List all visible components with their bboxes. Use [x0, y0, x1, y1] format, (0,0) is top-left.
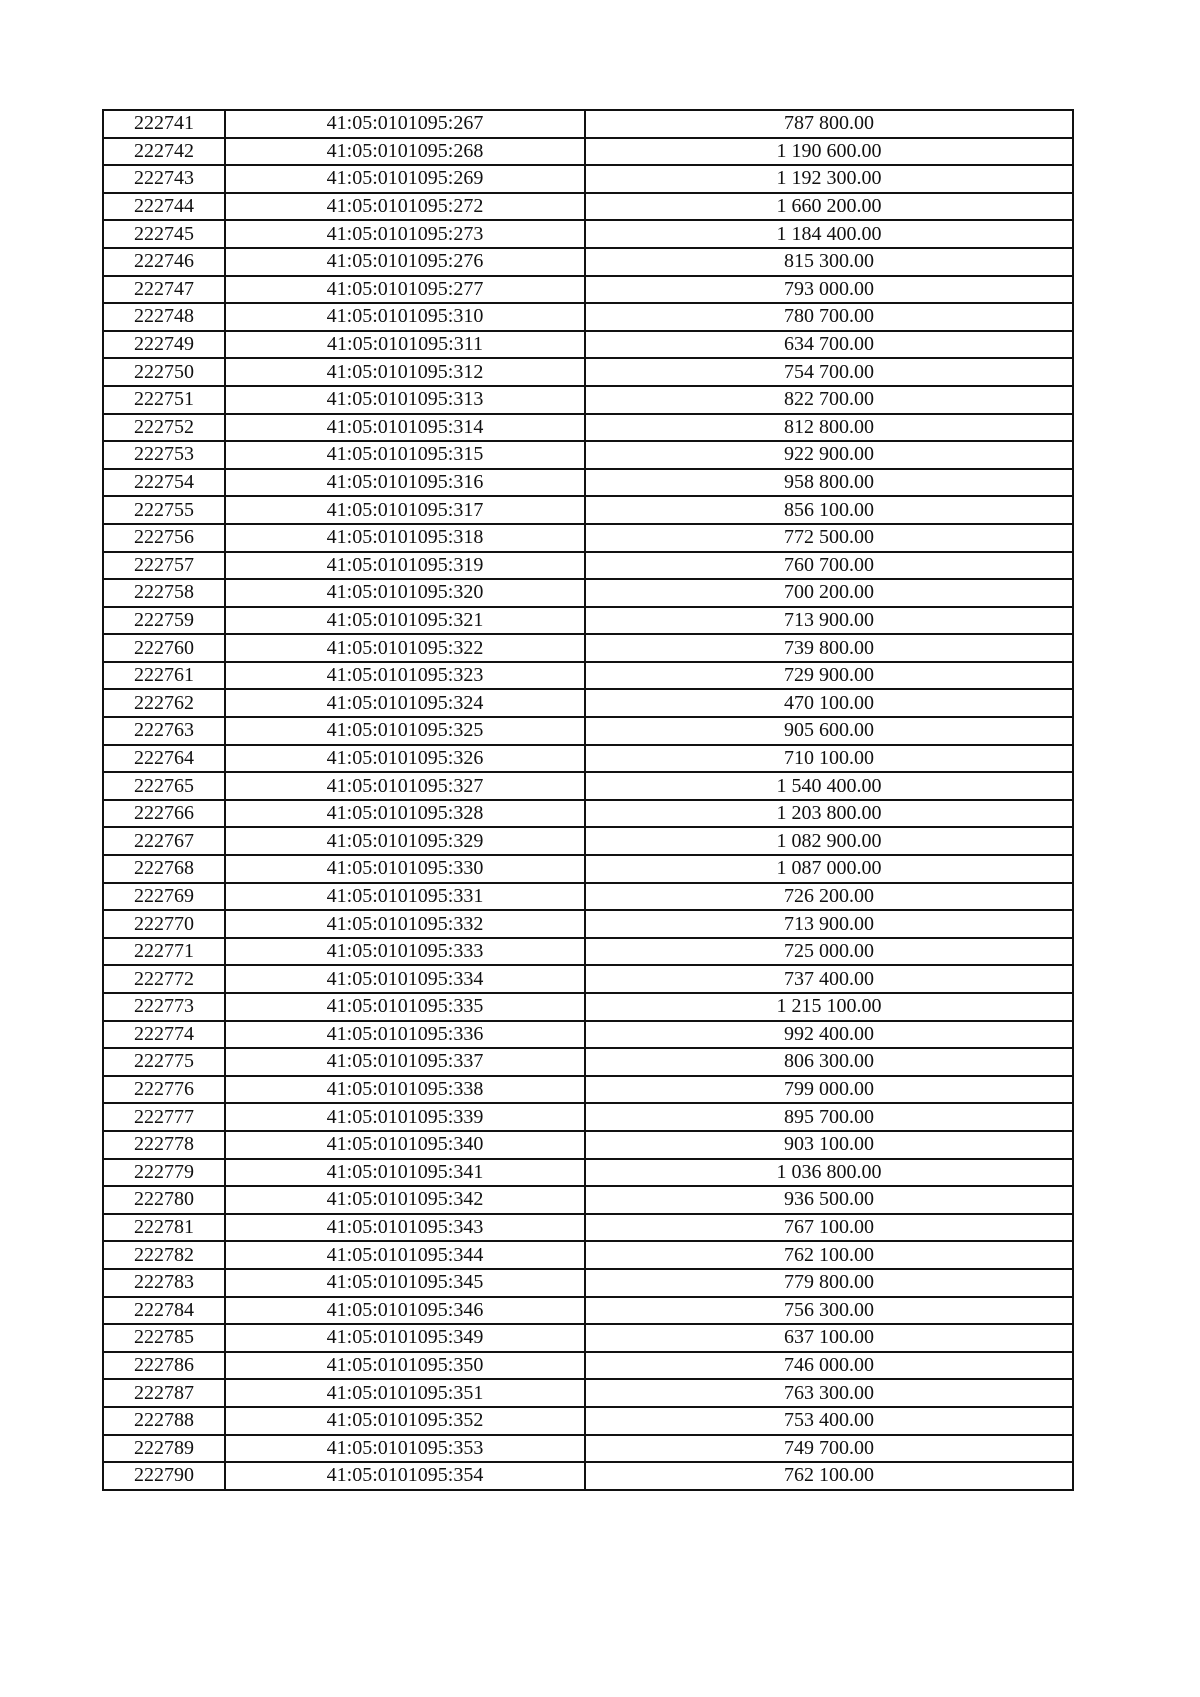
cadastral-number-cell: 41:05:0101095:319 — [225, 552, 585, 580]
cadastral-value-cell: 470 100.00 — [585, 689, 1073, 717]
table-row — [103, 220, 1073, 248]
row-number-cell: 222787 — [103, 1379, 225, 1407]
cadastral-value-cell: 895 700.00 — [585, 1103, 1073, 1131]
cadastral-value-cell: 762 100.00 — [585, 1462, 1073, 1490]
row-number-cell: 222756 — [103, 524, 225, 552]
cadastral-value-cell: 713 900.00 — [585, 607, 1073, 635]
cadastral-value-cell: 1 203 800.00 — [585, 800, 1073, 828]
row-number-cell: 222780 — [103, 1186, 225, 1214]
row-number-cell: 222772 — [103, 965, 225, 993]
table-row — [103, 552, 1073, 580]
table-row — [103, 938, 1073, 966]
table-row — [103, 855, 1073, 883]
row-number-cell: 222771 — [103, 938, 225, 966]
row-number-cell: 222750 — [103, 358, 225, 386]
cadastral-value-cell: 1 184 400.00 — [585, 220, 1073, 248]
cadastral-number-cell: 41:05:0101095:328 — [225, 800, 585, 828]
row-number-cell: 222754 — [103, 469, 225, 497]
cadastral-value-cell: 1 660 200.00 — [585, 193, 1073, 221]
table-row — [103, 1048, 1073, 1076]
cadastral-number-cell: 41:05:0101095:325 — [225, 717, 585, 745]
cadastral-number-cell: 41:05:0101095:330 — [225, 855, 585, 883]
table-row — [103, 110, 1073, 138]
table-row — [103, 303, 1073, 331]
table-row — [103, 496, 1073, 524]
cadastral-number-cell: 41:05:0101095:337 — [225, 1048, 585, 1076]
cadastral-value-cell: 767 100.00 — [585, 1214, 1073, 1242]
cadastral-value-cell: 1 087 000.00 — [585, 855, 1073, 883]
row-number-cell: 222784 — [103, 1297, 225, 1325]
cadastral-number-cell: 41:05:0101095:311 — [225, 331, 585, 359]
table-row — [103, 1103, 1073, 1131]
cadastral-number-cell: 41:05:0101095:272 — [225, 193, 585, 221]
table-row — [103, 1352, 1073, 1380]
row-number-cell: 222741 — [103, 110, 225, 138]
cadastral-number-cell: 41:05:0101095:346 — [225, 1297, 585, 1325]
row-number-cell: 222752 — [103, 414, 225, 442]
table-row — [103, 248, 1073, 276]
cadastral-number-cell: 41:05:0101095:323 — [225, 662, 585, 690]
cadastral-number-cell: 41:05:0101095:339 — [225, 1103, 585, 1131]
cadastral-number-cell: 41:05:0101095:336 — [225, 1021, 585, 1049]
table-row — [103, 607, 1073, 635]
cadastral-value-cell: 1 540 400.00 — [585, 772, 1073, 800]
row-number-cell: 222788 — [103, 1407, 225, 1435]
row-number-cell: 222789 — [103, 1435, 225, 1463]
table-row — [103, 414, 1073, 442]
row-number-cell: 222768 — [103, 855, 225, 883]
table-row — [103, 1297, 1073, 1325]
cadastral-value-cell: 780 700.00 — [585, 303, 1073, 331]
cadastral-number-cell: 41:05:0101095:349 — [225, 1324, 585, 1352]
row-number-cell: 222755 — [103, 496, 225, 524]
cadastral-value-cell: 799 000.00 — [585, 1076, 1073, 1104]
table-row — [103, 469, 1073, 497]
table-row — [103, 276, 1073, 304]
row-number-cell: 222786 — [103, 1352, 225, 1380]
cadastral-value-cell: 936 500.00 — [585, 1186, 1073, 1214]
table-row — [103, 1435, 1073, 1463]
table-row — [103, 1241, 1073, 1269]
table-row — [103, 138, 1073, 166]
row-number-cell: 222781 — [103, 1214, 225, 1242]
cadastral-number-cell: 41:05:0101095:345 — [225, 1269, 585, 1297]
cadastral-number-cell: 41:05:0101095:335 — [225, 993, 585, 1021]
row-number-cell: 222766 — [103, 800, 225, 828]
row-number-cell: 222751 — [103, 386, 225, 414]
cadastral-value-cell: 903 100.00 — [585, 1131, 1073, 1159]
table-row — [103, 827, 1073, 855]
table-row — [103, 1186, 1073, 1214]
table-row — [103, 1076, 1073, 1104]
cadastral-value-cell: 1 190 600.00 — [585, 138, 1073, 166]
row-number-cell: 222770 — [103, 910, 225, 938]
cadastral-value-cell: 763 300.00 — [585, 1379, 1073, 1407]
row-number-cell: 222744 — [103, 193, 225, 221]
table-row — [103, 1021, 1073, 1049]
cadastral-value-cell: 793 000.00 — [585, 276, 1073, 304]
cadastral-value-cell: 822 700.00 — [585, 386, 1073, 414]
cadastral-value-cell: 737 400.00 — [585, 965, 1073, 993]
cadastral-number-cell: 41:05:0101095:338 — [225, 1076, 585, 1104]
cadastral-value-cell: 815 300.00 — [585, 248, 1073, 276]
table-row — [103, 634, 1073, 662]
cadastral-value-cell: 637 100.00 — [585, 1324, 1073, 1352]
row-number-cell: 222763 — [103, 717, 225, 745]
table-row — [103, 1131, 1073, 1159]
row-number-cell: 222769 — [103, 883, 225, 911]
cadastral-value-cell: 713 900.00 — [585, 910, 1073, 938]
row-number-cell: 222746 — [103, 248, 225, 276]
cadastral-number-cell: 41:05:0101095:332 — [225, 910, 585, 938]
table-row — [103, 1379, 1073, 1407]
cadastral-value-cell: 729 900.00 — [585, 662, 1073, 690]
cadastral-number-cell: 41:05:0101095:341 — [225, 1159, 585, 1187]
cadastral-number-cell: 41:05:0101095:327 — [225, 772, 585, 800]
cadastral-value-cell: 754 700.00 — [585, 358, 1073, 386]
cadastral-value-cell: 756 300.00 — [585, 1297, 1073, 1325]
row-number-cell: 222753 — [103, 441, 225, 469]
cadastral-number-cell: 41:05:0101095:351 — [225, 1379, 585, 1407]
cadastral-value-cell: 753 400.00 — [585, 1407, 1073, 1435]
row-number-cell: 222745 — [103, 220, 225, 248]
cadastral-number-cell: 41:05:0101095:324 — [225, 689, 585, 717]
cadastral-value-cell: 806 300.00 — [585, 1048, 1073, 1076]
row-number-cell: 222761 — [103, 662, 225, 690]
row-number-cell: 222749 — [103, 331, 225, 359]
cadastral-number-cell: 41:05:0101095:318 — [225, 524, 585, 552]
row-number-cell: 222785 — [103, 1324, 225, 1352]
row-number-cell: 222776 — [103, 1076, 225, 1104]
table-row — [103, 800, 1073, 828]
cadastral-value-cell: 634 700.00 — [585, 331, 1073, 359]
cadastral-number-cell: 41:05:0101095:313 — [225, 386, 585, 414]
row-number-cell: 222747 — [103, 276, 225, 304]
row-number-cell: 222790 — [103, 1462, 225, 1490]
table-row — [103, 993, 1073, 1021]
row-number-cell: 222760 — [103, 634, 225, 662]
cadastral-value-cell: 772 500.00 — [585, 524, 1073, 552]
table-row — [103, 1462, 1073, 1490]
row-number-cell: 222775 — [103, 1048, 225, 1076]
row-number-cell: 222783 — [103, 1269, 225, 1297]
cadastral-value-cell: 787 800.00 — [585, 110, 1073, 138]
table-row — [103, 1159, 1073, 1187]
row-number-cell: 222765 — [103, 772, 225, 800]
cadastral-number-cell: 41:05:0101095:352 — [225, 1407, 585, 1435]
row-number-cell: 222758 — [103, 579, 225, 607]
table-row — [103, 689, 1073, 717]
table-row — [103, 772, 1073, 800]
cadastral-number-cell: 41:05:0101095:322 — [225, 634, 585, 662]
cadastral-number-cell: 41:05:0101095:310 — [225, 303, 585, 331]
cadastral-number-cell: 41:05:0101095:340 — [225, 1131, 585, 1159]
row-number-cell: 222778 — [103, 1131, 225, 1159]
table-row — [103, 745, 1073, 773]
cadastral-number-cell: 41:05:0101095:343 — [225, 1214, 585, 1242]
cadastral-number-cell: 41:05:0101095:277 — [225, 276, 585, 304]
cadastral-number-cell: 41:05:0101095:342 — [225, 1186, 585, 1214]
table-row — [103, 717, 1073, 745]
cadastral-value-cell: 700 200.00 — [585, 579, 1073, 607]
table-row — [103, 193, 1073, 221]
cadastral-number-cell: 41:05:0101095:354 — [225, 1462, 585, 1490]
cadastral-value-cell: 726 200.00 — [585, 883, 1073, 911]
cadastral-value-cell: 856 100.00 — [585, 496, 1073, 524]
table-row — [103, 165, 1073, 193]
table-row — [103, 579, 1073, 607]
table-row — [103, 965, 1073, 993]
cadastral-number-cell: 41:05:0101095:269 — [225, 165, 585, 193]
cadastral-number-cell: 41:05:0101095:344 — [225, 1241, 585, 1269]
table-row — [103, 386, 1073, 414]
row-number-cell: 222774 — [103, 1021, 225, 1049]
table-row — [103, 441, 1073, 469]
cadastral-value-cell: 958 800.00 — [585, 469, 1073, 497]
cadastral-value-table — [102, 109, 1074, 1491]
row-number-cell: 222742 — [103, 138, 225, 166]
cadastral-number-cell: 41:05:0101095:320 — [225, 579, 585, 607]
cadastral-number-cell: 41:05:0101095:350 — [225, 1352, 585, 1380]
row-number-cell: 222773 — [103, 993, 225, 1021]
table-row — [103, 910, 1073, 938]
cadastral-value-cell: 746 000.00 — [585, 1352, 1073, 1380]
cadastral-number-cell: 41:05:0101095:326 — [225, 745, 585, 773]
cadastral-value-cell: 762 100.00 — [585, 1241, 1073, 1269]
cadastral-number-cell: 41:05:0101095:267 — [225, 110, 585, 138]
row-number-cell: 222767 — [103, 827, 225, 855]
cadastral-value-cell: 922 900.00 — [585, 441, 1073, 469]
table-row — [103, 358, 1073, 386]
cadastral-value-cell: 760 700.00 — [585, 552, 1073, 580]
table-row — [103, 1407, 1073, 1435]
table-row — [103, 1324, 1073, 1352]
row-number-cell: 222777 — [103, 1103, 225, 1131]
table-row — [103, 662, 1073, 690]
cadastral-value-cell: 1 192 300.00 — [585, 165, 1073, 193]
cadastral-number-cell: 41:05:0101095:315 — [225, 441, 585, 469]
row-number-cell: 222759 — [103, 607, 225, 635]
cadastral-number-cell: 41:05:0101095:273 — [225, 220, 585, 248]
row-number-cell: 222764 — [103, 745, 225, 773]
table-body — [103, 110, 1073, 1490]
cadastral-value-cell: 905 600.00 — [585, 717, 1073, 745]
table-row — [103, 331, 1073, 359]
row-number-cell: 222743 — [103, 165, 225, 193]
cadastral-number-cell: 41:05:0101095:353 — [225, 1435, 585, 1463]
cadastral-value-cell: 749 700.00 — [585, 1435, 1073, 1463]
cadastral-number-cell: 41:05:0101095:331 — [225, 883, 585, 911]
cadastral-value-cell: 992 400.00 — [585, 1021, 1073, 1049]
row-number-cell: 222757 — [103, 552, 225, 580]
cadastral-value-cell: 725 000.00 — [585, 938, 1073, 966]
cadastral-number-cell: 41:05:0101095:333 — [225, 938, 585, 966]
cadastral-number-cell: 41:05:0101095:317 — [225, 496, 585, 524]
cadastral-value-cell: 739 800.00 — [585, 634, 1073, 662]
cadastral-number-cell: 41:05:0101095:329 — [225, 827, 585, 855]
row-number-cell: 222748 — [103, 303, 225, 331]
table-row — [103, 1269, 1073, 1297]
cadastral-number-cell: 41:05:0101095:268 — [225, 138, 585, 166]
cadastral-number-cell: 41:05:0101095:316 — [225, 469, 585, 497]
cadastral-value-cell: 710 100.00 — [585, 745, 1073, 773]
row-number-cell: 222779 — [103, 1159, 225, 1187]
cadastral-value-cell: 1 036 800.00 — [585, 1159, 1073, 1187]
cadastral-value-cell: 1 215 100.00 — [585, 993, 1073, 1021]
cadastral-number-cell: 41:05:0101095:314 — [225, 414, 585, 442]
row-number-cell: 222782 — [103, 1241, 225, 1269]
table-row — [103, 1214, 1073, 1242]
cadastral-value-cell: 779 800.00 — [585, 1269, 1073, 1297]
cadastral-value-cell: 1 082 900.00 — [585, 827, 1073, 855]
table-row — [103, 883, 1073, 911]
table-row — [103, 524, 1073, 552]
cadastral-number-cell: 41:05:0101095:312 — [225, 358, 585, 386]
cadastral-value-cell: 812 800.00 — [585, 414, 1073, 442]
cadastral-number-cell: 41:05:0101095:321 — [225, 607, 585, 635]
cadastral-number-cell: 41:05:0101095:276 — [225, 248, 585, 276]
row-number-cell: 222762 — [103, 689, 225, 717]
cadastral-number-cell: 41:05:0101095:334 — [225, 965, 585, 993]
